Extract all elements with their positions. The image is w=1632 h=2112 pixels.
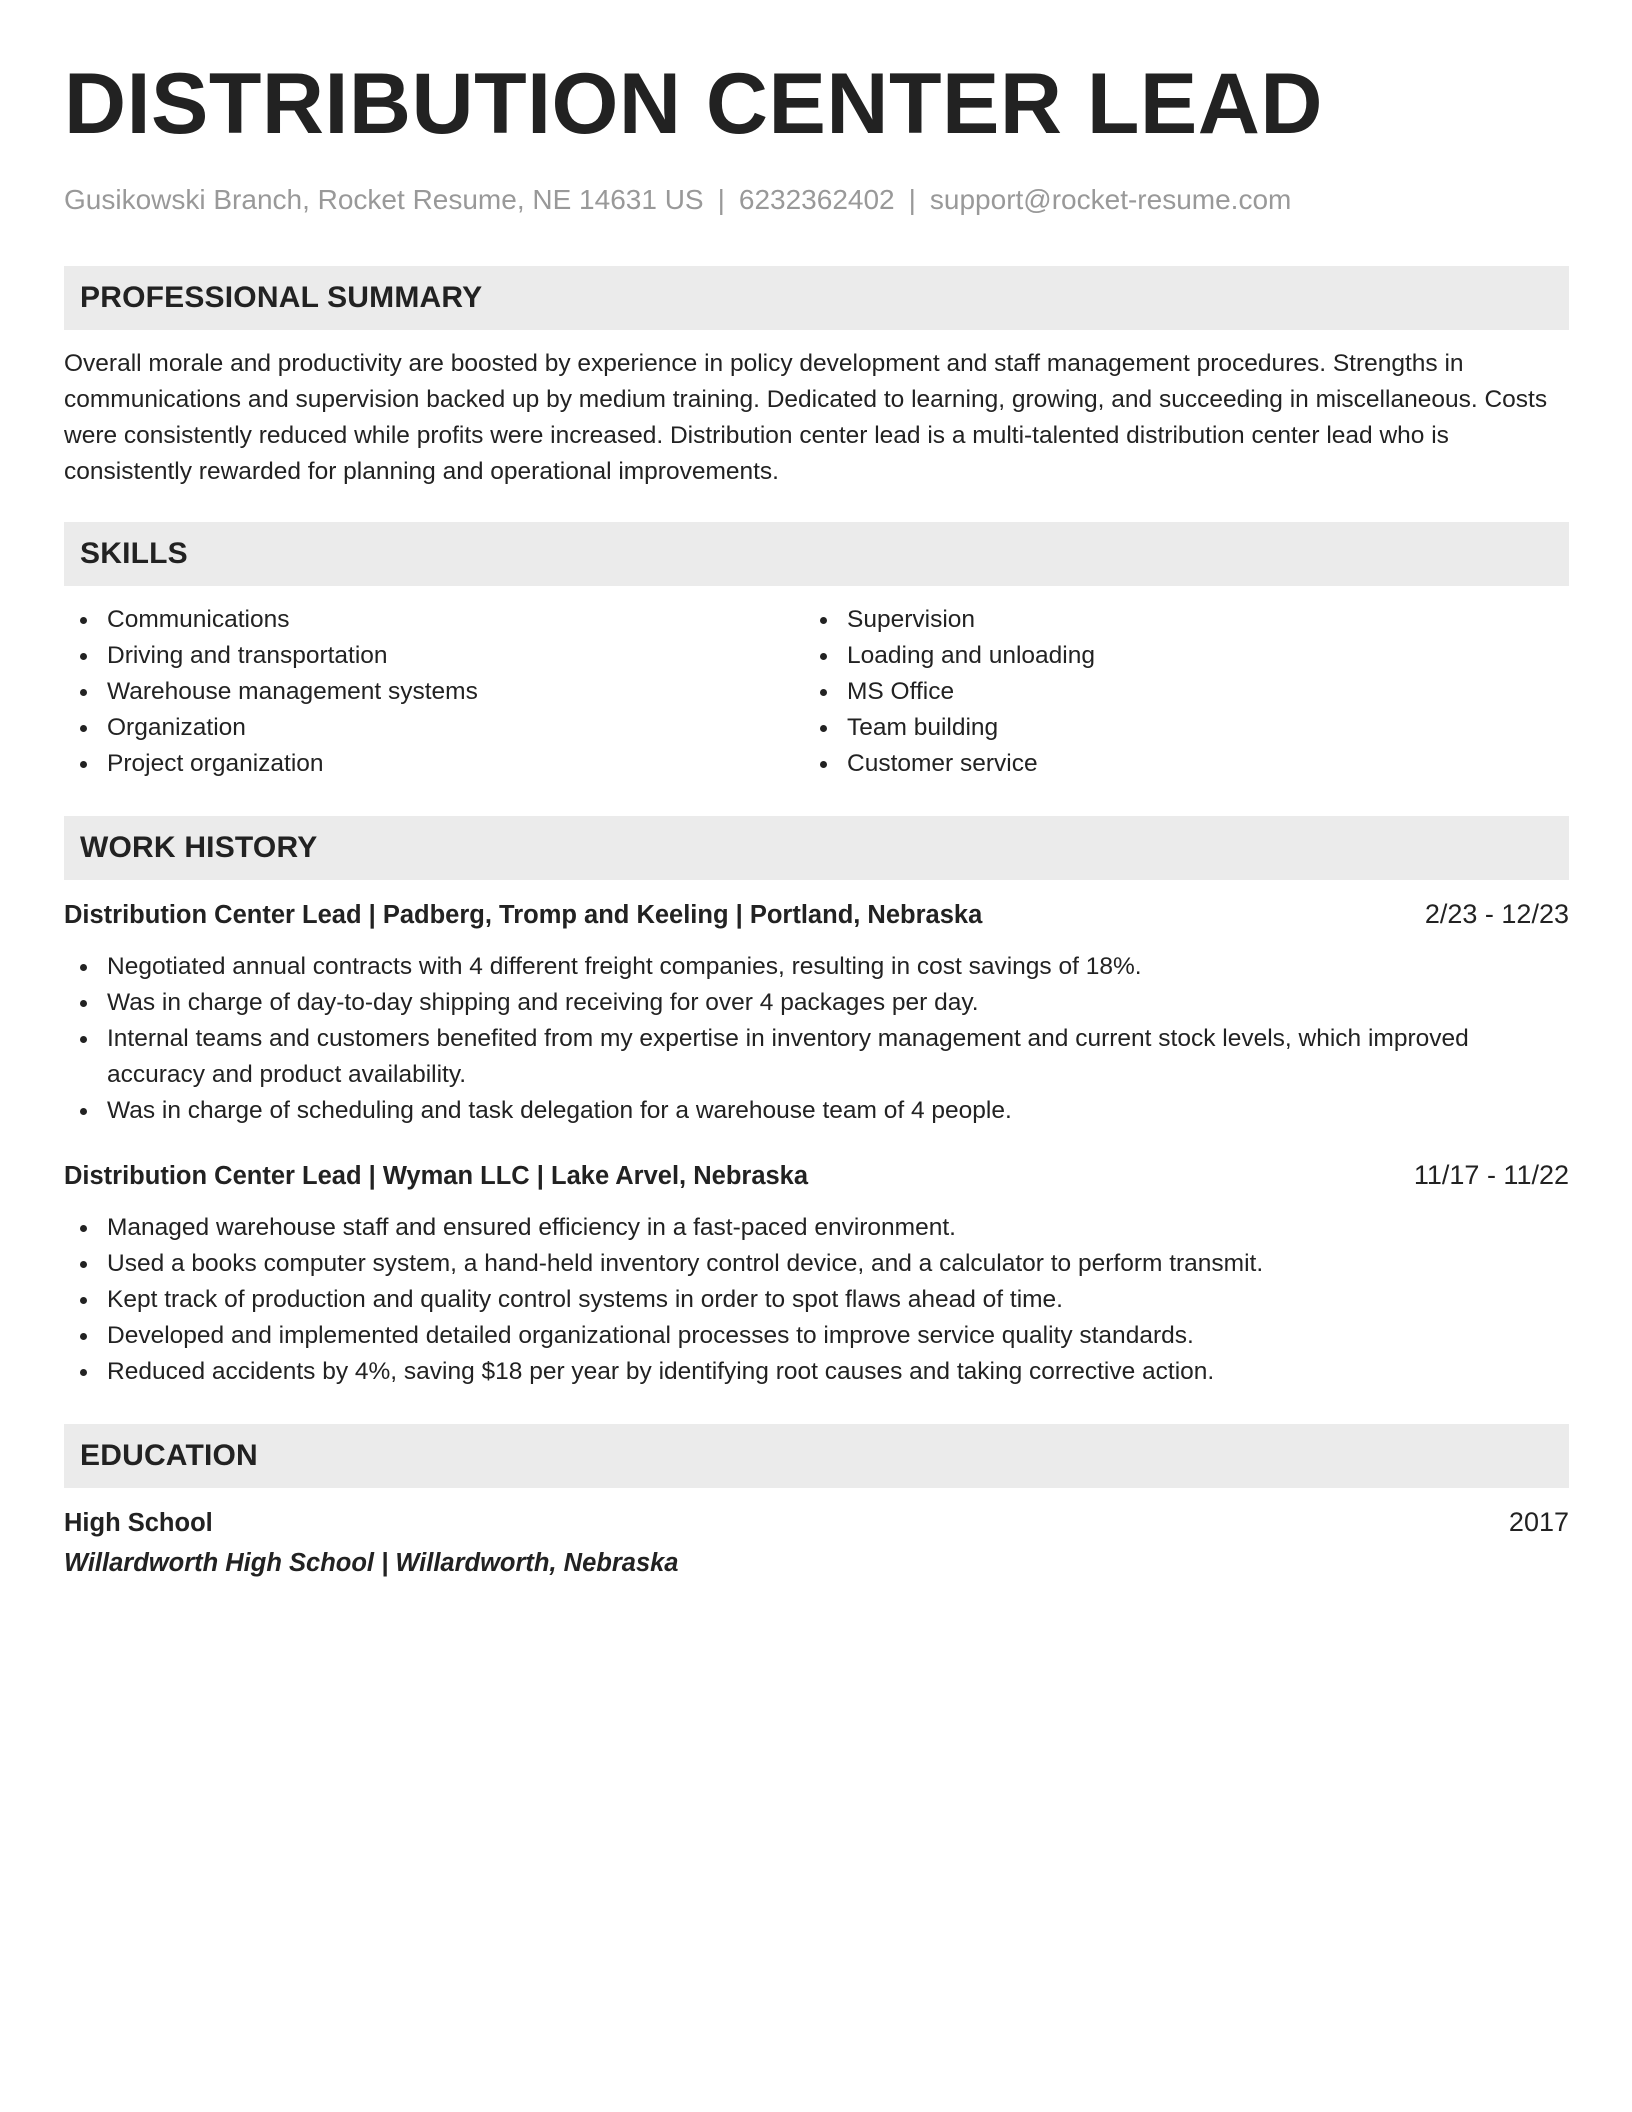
skill-item: Project organization	[64, 746, 804, 782]
job-title: Distribution Center Lead | Wyman LLC | Lake Arvel, Nebraska	[64, 1162, 809, 1190]
education-year: 2017	[1508, 1507, 1569, 1537]
skill-item: Supervision	[804, 602, 1544, 638]
job-bullet: Developed and implemented detailed organizational processes to improve service quality standards.	[64, 1318, 1569, 1354]
skills-grid	[64, 602, 1569, 782]
job-bullet: Managed warehouse staff and ensured efficiency in a fast-paced environment.	[64, 1210, 1569, 1246]
contact-address: Gusikowski Branch, Rocket Resume, NE 14631 US	[64, 184, 704, 215]
contact-separator: |	[717, 184, 725, 215]
job-bullet: Kept track of production and quality control systems in order to spot flaws ahead of time.	[64, 1282, 1569, 1318]
job-bullet: Was in charge of day-to-day shipping and receiving for over 4 packages per day.	[64, 985, 1569, 1021]
job-bullet: Used a books computer system, a hand-held inventory control device, and a calculator to perform transmit.	[64, 1246, 1569, 1282]
job-header	[64, 896, 1569, 933]
skills-column-right	[804, 602, 1544, 782]
section-heading-education: EDUCATION	[64, 1424, 1569, 1488]
job-bullet: Internal teams and customers benefited from my expertise in inventory management and current stock levels, which improved accuracy and product availability.	[64, 1021, 1569, 1093]
skills-column-left	[64, 602, 804, 782]
summary-text: Overall morale and productivity are boosted by experience in policy development and staff management procedures. Strengths in communications and supervision backed up by medium training. Dedicated to learning, growing, and succeeding in miscellaneous. Costs were consistently reduced while profits were increased. Distribution center lead is a multi-talented distribution center lead who is consistently rewarded for planning and operational improvements.	[64, 350, 1548, 485]
job-bullet: Negotiated annual contracts with 4 different freight companies, resulting in cost savings of 18%.	[64, 949, 1569, 985]
contact-phone: 6232362402	[738, 184, 895, 215]
skill-item: Warehouse management systems	[64, 674, 804, 710]
skill-item: Organization	[64, 710, 804, 746]
skill-item: Team building	[804, 710, 1544, 746]
job-bullets	[64, 1210, 1569, 1390]
job-bullets	[64, 949, 1569, 1129]
job-bullet: Reduced accidents by 4%, saving $18 per year by identifying root causes and taking corrective action.	[64, 1354, 1569, 1390]
contact-email: support@rocket-resume.com	[929, 184, 1292, 215]
job-dates: 11/17 - 11/22	[1413, 1160, 1569, 1190]
section-heading-work-history: WORK HISTORY	[64, 816, 1569, 880]
job-dates: 2/23 - 12/23	[1424, 899, 1569, 929]
skill-item: Loading and unloading	[804, 638, 1544, 674]
education-school: Willardworth High School | Willardworth, Nebraska	[64, 1549, 679, 1577]
skill-item: Driving and transportation	[64, 638, 804, 674]
job-title: Distribution Center Lead | Padberg, Tromp and Keeling | Portland, Nebraska	[64, 901, 983, 929]
job-bullet: Was in charge of scheduling and task delegation for a warehouse team of 4 people.	[64, 1093, 1569, 1129]
section-heading-skills: SKILLS	[64, 522, 1569, 586]
job-header	[64, 1157, 1569, 1194]
education-degree: High School	[64, 1509, 213, 1537]
section-heading-summary: PROFESSIONAL SUMMARY	[64, 266, 1569, 330]
candidate-name: DISTRIBUTION CENTER LEAD	[64, 56, 1323, 152]
skill-item: Communications	[64, 602, 804, 638]
skill-item: Customer service	[804, 746, 1544, 782]
contact-separator: |	[908, 184, 916, 215]
contact-line	[64, 183, 1569, 217]
education-header	[64, 1504, 1569, 1541]
skill-item: MS Office	[804, 674, 1544, 710]
